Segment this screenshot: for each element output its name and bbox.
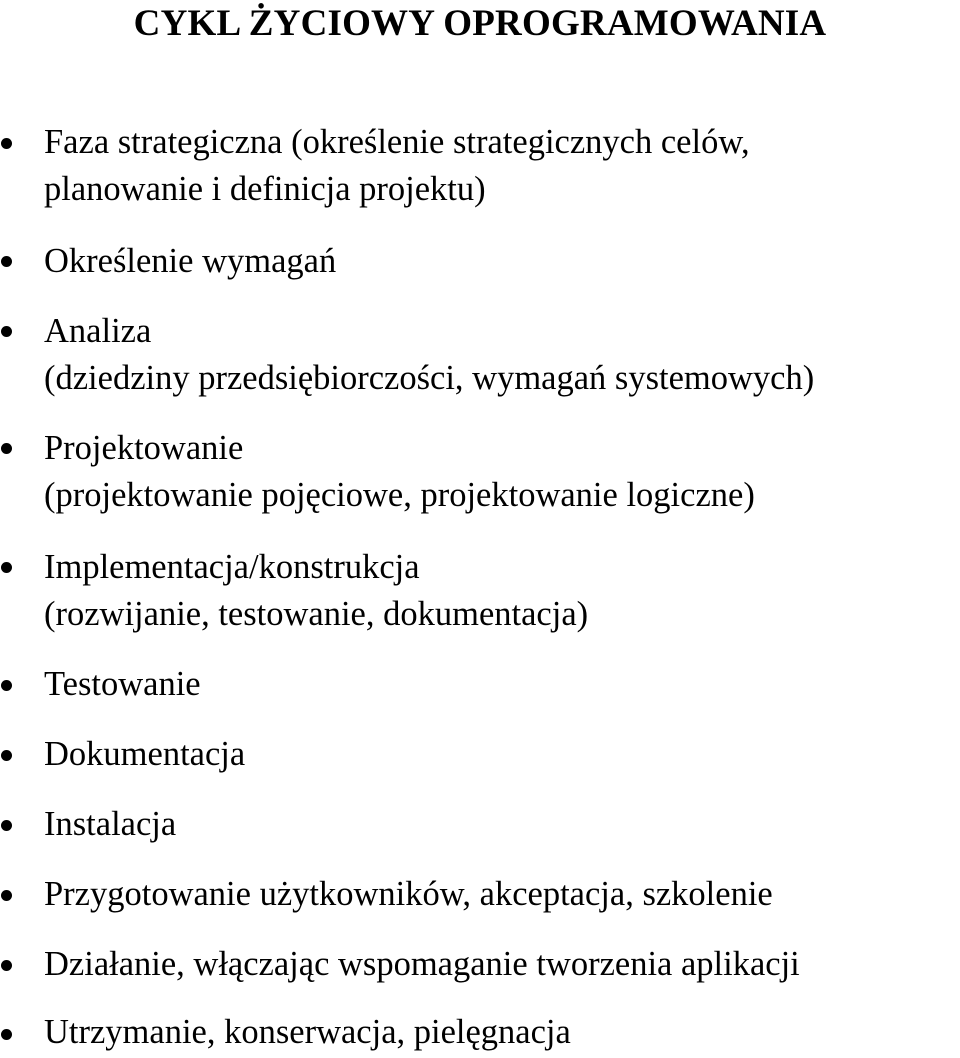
bullet-icon [1,443,12,454]
bullet-icon [1,820,12,831]
list-item-text: Implementacja/konstrukcja [44,548,420,586]
list-item-text: Analiza [44,312,152,350]
list-item-subtext: (rozwijanie, testowanie, dokumentacja) [44,595,589,633]
page-title: CYKL ŻYCIOWY OPROGRAMOWANIA [133,3,827,44]
list-item-subtext: (dziedziny przedsiębiorczości, wymagań systemowych) [44,359,815,397]
bullet-icon [1,890,12,901]
list-item-text: Instalacja [44,805,177,843]
bullet-icon [1,680,12,691]
bullet-icon [1,138,12,149]
bullet-icon [1,960,12,971]
list-item-text: Przygotowanie użytkowników, akceptacja, szkolenie [44,875,773,913]
list-item-subtext: planowanie i definicja projektu) [44,170,486,208]
list-item-subtext: (projektowanie pojęciowe, projektowanie logiczne) [44,476,755,514]
list-item-text: Działanie, włączając wspomaganie tworzenia aplikacji [44,945,800,983]
bullet-icon [1,326,12,337]
list-item-text: Dokumentacja [44,735,246,773]
bullet-icon [1,750,12,761]
list-item-text: Utrzymanie, konserwacja, pielęgnacja [44,1013,571,1051]
list-item-text: Faza strategiczna (określenie strategicznych celów, [44,123,750,161]
list-item-text: Określenie wymagań [44,242,337,280]
list-item-text: Testowanie [44,665,201,703]
bullet-icon [1,1029,12,1040]
bullet-icon [1,562,12,573]
bullet-icon [1,256,12,267]
list-item-text: Projektowanie [44,429,244,467]
